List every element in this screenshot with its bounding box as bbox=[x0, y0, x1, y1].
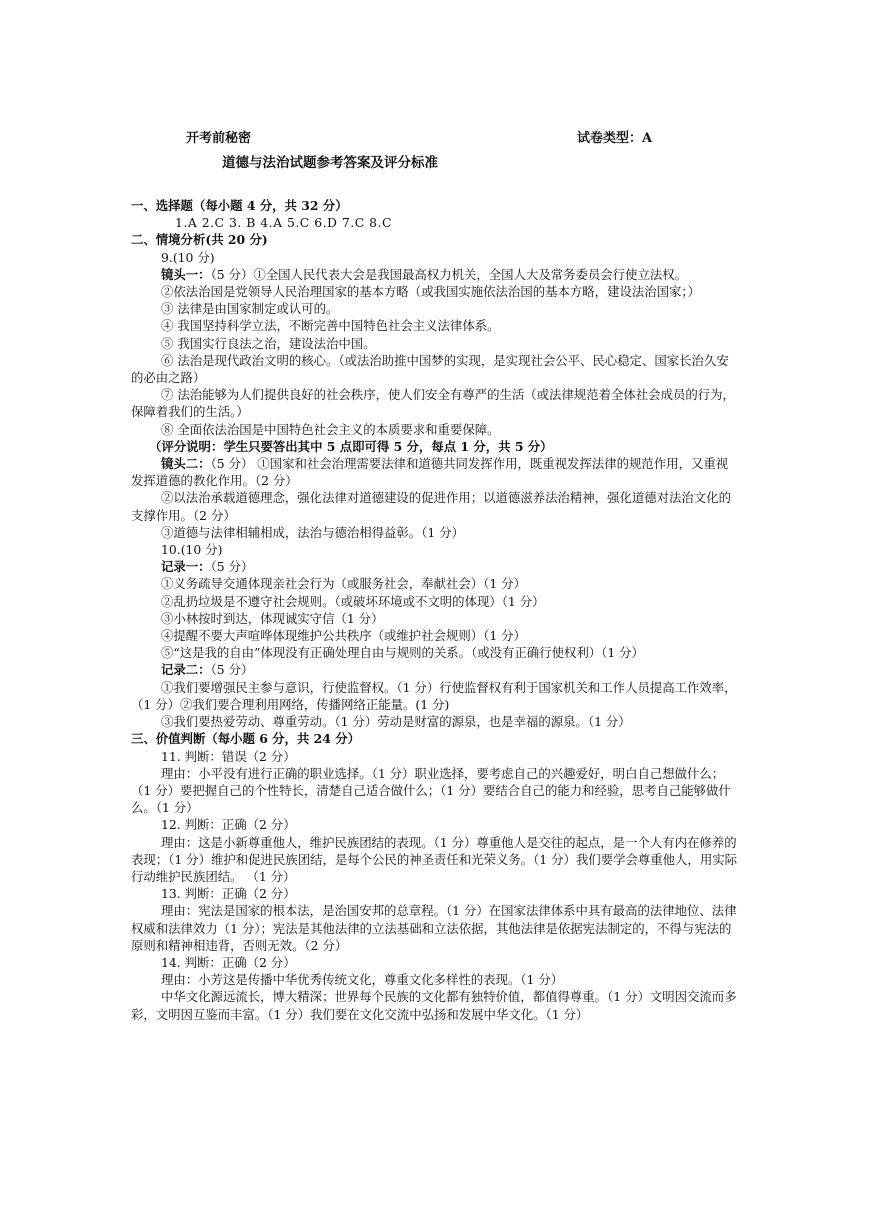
record2-paragraph bbox=[131, 661, 738, 678]
record1-label: 记录一： bbox=[161, 559, 211, 575]
shot1-line-4: ④ 我国坚持科学立法，不断完善中国特色社会主义法律体系。 bbox=[161, 318, 500, 334]
shot2-line-1: （5 分） ①国家和社会治理需要法律和道德共同发挥作用，既重视发挥法律的规范作用，又重视发挥道德的教化作用。（2 分） bbox=[131, 456, 729, 489]
question-number-9: 9.(10 分) bbox=[161, 249, 215, 265]
shot1-label: 镜头一： bbox=[161, 266, 211, 282]
record2-label: 记录二： bbox=[161, 662, 211, 678]
shot2-label: 镜头二： bbox=[161, 456, 211, 472]
record1-line-2: ②乱扔垃圾是不遵守社会规则。（或破坏环境或不文明的体现）（1 分） bbox=[161, 593, 545, 609]
q11-reason: 理由：小平没有进行正确的职业选择。（1 分）职业选择，要考虑自己的兴趣爱好，明白自己想做什么；（1 分）要把握自己的个性特长，清楚自己适合做什么；（1 分）要结合自己的能力和经验，思考自己能够做什么。（1 分） bbox=[131, 765, 731, 816]
record2-score: （5 分） bbox=[210, 662, 254, 678]
q11-judgement: 11. 判断：错误（2 分） bbox=[161, 748, 296, 764]
confidential-label: 开考前秘密 bbox=[186, 131, 252, 146]
section-heading-choice: 一、选择题（每小题 4 分，共 32 分） bbox=[131, 198, 348, 213]
record2-line-2: ③我们要热爱劳动、尊重劳动。（1 分）劳动是财富的源泉，也是幸福的源泉。（1 分） bbox=[161, 714, 631, 730]
q14-reason-2: 中华文化源远流长，博大精深；世界每个民族的文化都有独特价值，都值得尊重。（1 分）文明因交流而多彩，文明因互鉴而丰富。（1 分）我们要在文化交流中弘扬和发展中华文化。（1 分） bbox=[131, 989, 737, 1022]
choice-answers: 1.A 2.C 3. B 4.A 5.C 6.D 7.C 8.C bbox=[175, 215, 392, 231]
question-number-10: 10.(10 分) bbox=[161, 542, 223, 558]
q12-reason: 理由：这是小新尊重他人，维护民族团结的表现。（1 分）尊重他人是交往的起点，是一个人有内在修养的表现；（1 分）维护和促进民族团结，是每个公民的神圣责任和光荣义务。（1 分）我们要学会尊重他人，用实际行动维护民族团结。 （1 分） bbox=[131, 834, 737, 884]
shot1-line-6: ⑥ 法治是现代政治文明的核心。（或法治助推中国梦的实现，是实现社会公平、民心稳定、国家长治久安的必由之路） bbox=[131, 352, 729, 386]
document-body bbox=[131, 197, 738, 1023]
shot1-line-8: ⑧ 全面依法治国是中国特色社会主义的本质要求和重要保障。 bbox=[161, 421, 500, 437]
record1-score: （5 分） bbox=[210, 559, 254, 575]
shot2-paragraph bbox=[131, 455, 738, 489]
record1-paragraph bbox=[131, 558, 738, 575]
shot1-line-2: ②依法治国是党领导人民治理国家的基本方略（或我国实施依法治国的基本方略，建设法治国家；） bbox=[161, 284, 700, 300]
q13-judgement: 13. 判断：正确（2 分） bbox=[161, 886, 296, 902]
shot2-line-2: ②以法治承载道德理念，强化法律对道德建设的促进作用；以道德滋养法治精神，强化道德对法治文化的支撑作用。（2 分） bbox=[131, 490, 731, 523]
shot1-line-3: ③ 法律是由国家制定或认可的。 bbox=[161, 301, 339, 317]
document-title: 道德与法治试题参考答案及评分标准 bbox=[222, 155, 438, 171]
q13-reason: 理由：宪法是国家的根本法，是治国安邦的总章程。（1 分）在国家法律体系中具有最高的法律地位、法律权威和法律效力（1 分）；宪法是其他法律的立法基础和立法依据，其他法律是依据宪法制定的，不得与宪法的原则和精神相违背，否则无效。（2 分） bbox=[131, 903, 737, 953]
paper-type-label: 试卷类型：A bbox=[577, 131, 653, 146]
section-heading-judgement: 三、价值判断（每小题 6 分，共 24 分） bbox=[131, 731, 360, 747]
shot2-line-3: ③道德与法律相辅相成，法治与德治相得益彰。（1 分） bbox=[161, 524, 464, 540]
scoring-note: （评分说明：学生只要答出其中 5 点即可得 5 分，每点 1 分，共 5 分） bbox=[149, 438, 553, 454]
record1-line-5: ⑤“这是我的自由”体现没有正确处理自由与规则的关系。（或没有正确行使权利）（1 分） bbox=[161, 645, 644, 661]
shot1-line-7: ⑦ 法治能够为人们提供良好的社会秩序，使人们安全有尊严的生活（或法律规范着全体社会成员的行为，保障着我们的生活。） bbox=[131, 387, 735, 420]
shot1-line-5: ⑤ 我国实行良法之治，建设法治中国。 bbox=[161, 335, 376, 351]
section-heading-situation: 二、情境分析(共 20 分) bbox=[131, 232, 268, 248]
shot1-paragraph bbox=[131, 266, 738, 283]
q14-judgement: 14. 判断：正确（2 分） bbox=[161, 954, 296, 970]
record2-line-1: ①我们要增强民主参与意识，行使监督权。（1 分）行使监督权有利于国家机关和工作人员提高工作效率，（1 分）②我们要合理利用网络，传播网络正能量。(1 分) bbox=[131, 679, 737, 712]
q12-judgement: 12. 判断：正确（2 分） bbox=[161, 817, 296, 833]
record1-line-3: ③小林按时到达，体现诚实守信（1 分） bbox=[161, 610, 384, 626]
record1-line-1: ①义务疏导交通体现亲社会行为（或服务社会，奉献社会）（1 分） bbox=[161, 576, 526, 592]
shot1-line-1: （5 分）①全国人民代表大会是我国最高权力机关，全国人大及常务委员会行使立法权。 bbox=[210, 266, 688, 282]
q14-reason-1: 理由：小芳这是传播中华优秀传统文化，尊重文化多样性的表现。（1 分） bbox=[161, 972, 564, 988]
record1-line-4: ④提醒不要大声喧哗体现维护公共秩序（或维护社会规则）（1 分） bbox=[161, 628, 526, 644]
